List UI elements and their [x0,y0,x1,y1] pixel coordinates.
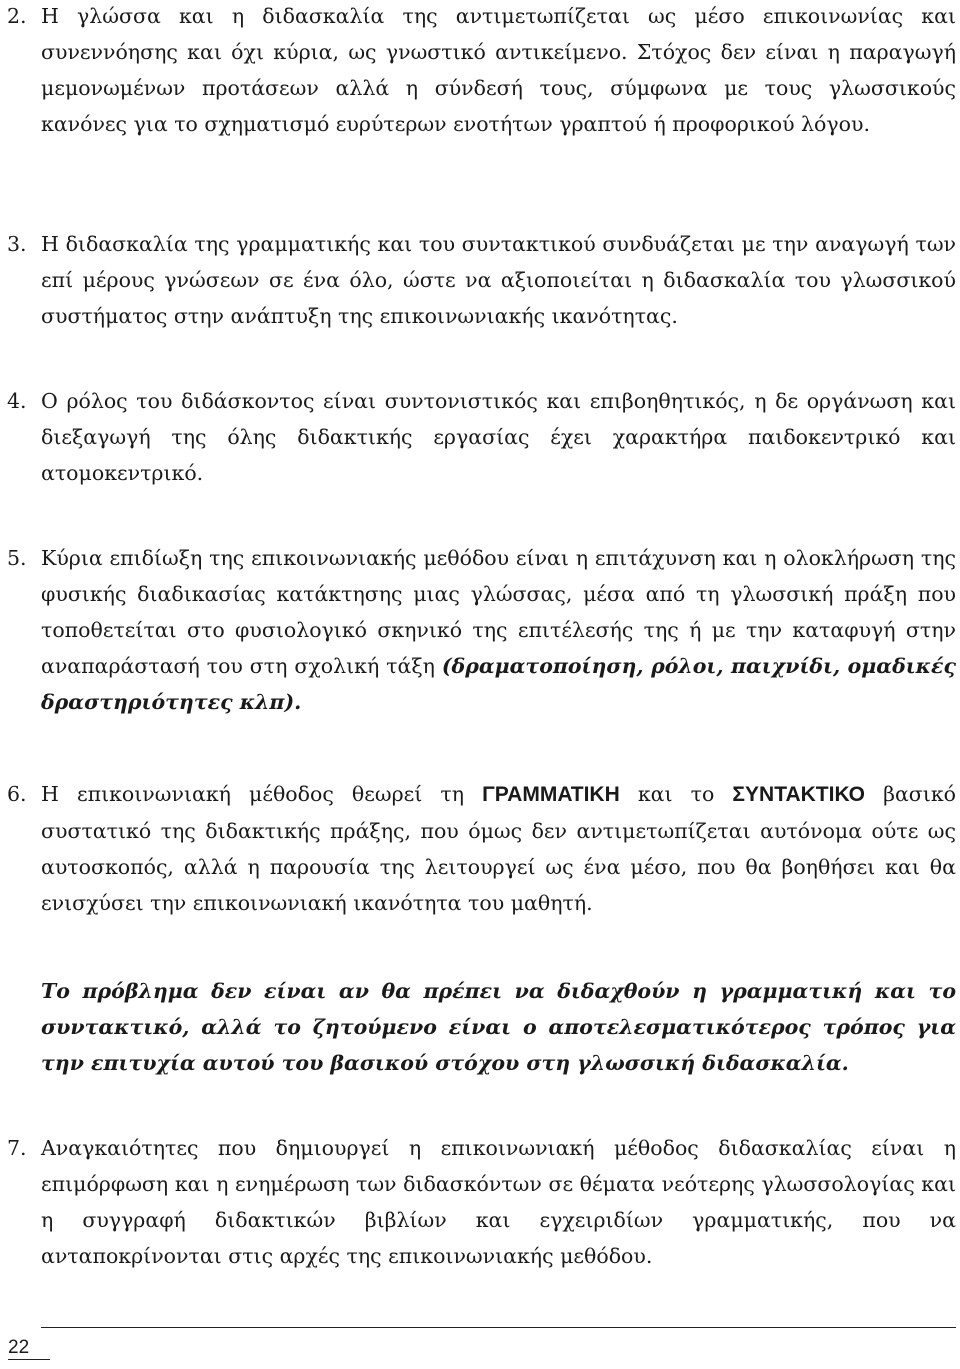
item-number: 5. [7,546,27,570]
item-text-after: βασικό συστατικό της διδακτικής πράξης, που όμως δεν αντιμετωπίζεται αυτόνομα ούτε ως αυτοσκοπός, αλλά η παρουσία της λειτουργεί ως ένα μέσο, που θα βοηθήσει και θα ενισχύσει την επικοινωνιακή ικανότητα του μαθητή. [41,782,956,915]
list-item-4 [0,383,956,491]
footer-divider [41,1327,956,1328]
list-item-6 [0,776,956,921]
list-item-5 [0,540,956,720]
item-text: Η διδασκαλία της γραμματικής και του συντακτικού συνδυάζεται με την αναγωγή των επί μέρους γνώσεων σε ένα όλο, ώστε να αξιοποιείται η διδασκαλία του γλωσσικού συστήματος στην ανάπτυξη της επικοινωνιακής ικανότητας. [41,232,956,328]
page-number: 22 [8,1337,50,1360]
list-item-3 [0,226,956,334]
item-text-middle: και το [619,782,733,806]
emphasis-text: Το πρόβλημα δεν είναι αν θα πρέπει να διδαχθούν η γραμματική και το συντακτικό, αλλά το ζητούμενο είναι ο αποτελεσματικότερος τρόπος για την επιτυχία αυτού του βασικού στόχου στη γλωσσική διδασκαλία. [41,979,956,1075]
syntax-term: ΣΥΝΤΑΚΤΙΚΟ [732,783,865,806]
item-text: Ο ρόλος του διδάσκοντος είναι συντονιστικός και επιβοηθητικός, η δε οργάνωση και διεξαγωγή της όλης διδακτικής εργασίας έχει χαρακτήρα παιδοκεντρικό και ατομοκεντρικό. [41,389,956,485]
item-emphasis: (δραματοποίηση, ρόλοι, παιχνίδι, ομαδικές δραστηριότητες κλπ). [41,654,956,714]
item-number: 7. [7,1136,27,1160]
item-text-block [0,776,956,921]
item-number: 3. [7,232,27,256]
list-item-2 [0,0,956,142]
item-text-block [0,540,956,720]
item-text: Η γλώσσα και η διδασκαλία της αντιμετωπίζεται ως μέσο επικοινωνίας και συνεννόησης και όχι κύρια, ως γνωστικό αντικείμενο. Στόχος δεν είναι η παραγωγή μεμονωμένων προτάσεων αλλά η σύνδεσή τους, σύμφωνα με τους γλωσσικούς κανόνες για το σχηματισμό ευρύτερων ενοτήτων γραπτού ή προφορικού λόγου. [41,4,956,136]
item-number: 4. [7,389,27,413]
item-text-before: Η επικοινωνιακή μέθοδος θεωρεί τη [41,782,483,806]
item-text: Κύρια επιδίωξη της επικοινωνιακής μεθόδου είναι η επιτάχυνση και η ολοκλήρωση της φυσικής διαδικασίας κατάκτησης μιας γλώσσας, μέσα από τη γλωσσική πράξη που τοποθετείται στο φυσιολογικό σκηνικό της επιτέλεσής της ή με την καταφυγή στην αναπαράστασή του στη σχολική τάξη [41,546,956,678]
item-number: 2. [7,4,27,28]
grammar-term: ΓΡΑΜΜΑΤΙΚΗ [482,783,620,806]
list-item-7 [0,1130,956,1274]
item-number: 6. [7,782,27,806]
emphasis-paragraph [0,973,956,1081]
item-text: Αναγκαιότητες που δημιουργεί η επικοινωνιακή μέθοδος διδασκαλίας είναι η επιμόρφωση και η ενημέρωση των διδασκόντων σε θέματα νεότερης γλωσσολογίας και η συγγραφή διδακτικών βιβλίων και εγχειριδίων γραμματικής, που να ανταποκρίνονται στις αρχές της επικοινωνιακής μεθόδου. [41,1136,956,1268]
